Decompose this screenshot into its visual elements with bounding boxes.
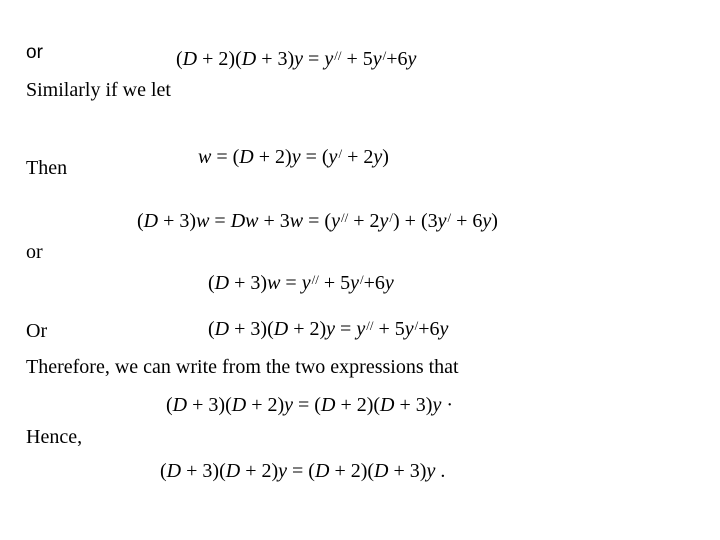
hence-label: Hence, (26, 426, 83, 448)
similarly-text: Similarly if we let (26, 79, 171, 101)
equation-6: (D + 3)(D + 2)y = (D + 2)(D + 3)y · (166, 394, 454, 416)
equation-2: w = (D + 2)y = (y/ + 2y) (198, 146, 389, 168)
equation-3: (D + 3)w = Dw + 3w = (y// + 2y/) + (3y/ + 6y) (137, 210, 498, 232)
or-label-1: or (26, 42, 43, 63)
or-label-3: Or (26, 320, 48, 342)
equation-7: (D + 3)(D + 2)y = (D + 2)(D + 3)y . (160, 460, 446, 482)
equation-4: (D + 3)w = y// + 5y/+6y (208, 272, 394, 294)
then-label: Then (26, 157, 68, 179)
or-label-2: or (26, 241, 43, 263)
therefore-text: Therefore, we can write from the two expressions that (26, 356, 459, 378)
equation-1: (D + 2)(D + 3)y = y// + 5y/+6y (176, 48, 417, 70)
equation-5: (D + 3)(D + 2)y = y// + 5y/+6y (208, 318, 449, 340)
